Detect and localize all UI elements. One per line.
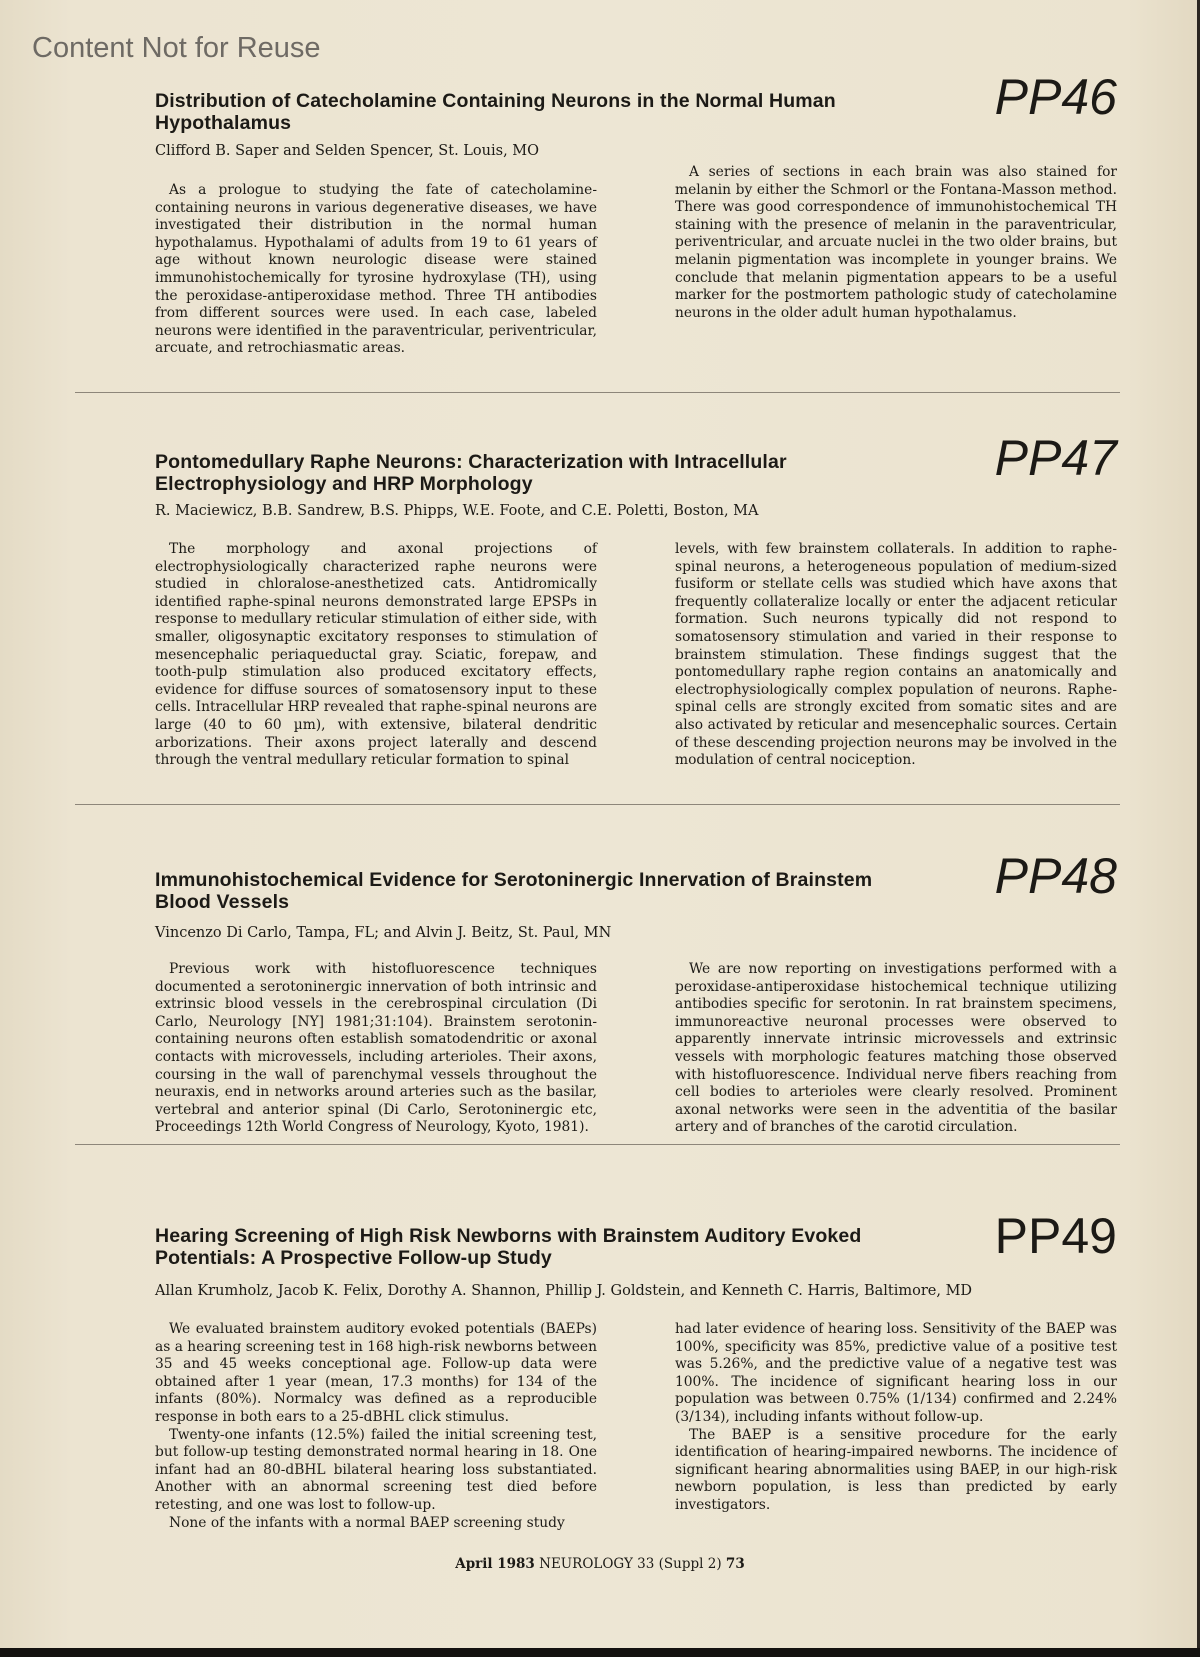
paragraph: Twenty-one infants (12.5%) failed the initial screening test, but follow-up testing demonstrated normal hearing in 18. One infant had an 80-dBHL bilateral hearing loss substantiated. Another with an abnormal screening test died before retesting, and one was lost to follow-up. [155, 1426, 597, 1513]
section-divider [75, 1144, 1120, 1145]
abstract-body [155, 541, 1117, 770]
abstract-body [155, 1321, 1117, 1532]
paragraph: levels, with few brainstem collaterals. In addition to raphe-spinal neurons, a heterogeneous population of medium-sized fusiform or stellate cells was studied which have axons that frequently collateralize locally or enter the adjacent reticular formation. Such neurons typically did not respond to somatosensory stimulation and varied in their response to brainstem stimulation. These findings suggest that the pontomedullary raphe region contains an anatomically and electrophysiologically complex population of neurons. Raphe-spinal cells are strongly excited from somatic sites and are also activated by reticular and mesencephalic sources. Certain of these descending projection neurons may be involved in the modulation of central nociception. [675, 541, 1117, 769]
page-number: 73 [725, 1556, 745, 1572]
footer-journal: NEUROLOGY 33 (Suppl 2) [539, 1556, 722, 1572]
paragraph: None of the infants with a normal BAEP screening study [169, 1514, 565, 1531]
abstract-title: Distribution of Catecholamine Containing Neurons in the Normal Human Hypothalamus [155, 90, 836, 134]
paragraph: Previous work with histofluorescence techniques documented a serotoninergic innervation of both intrinsic and extrinsic blood vessels in the cerebrospinal circulation (Di Carlo, Neurology [NY] 1981;31:104). Brainstem serotonin-containing neurons often establish somatodendritic or axonal contacts with microvessels, including arterioles. Their axons, coursing in the wall of parenchymal vessels throughout the neuraxis, end in networks around arteries such as the basilar, vertebral and anterior spinal (Di Carlo, Serotoninergic etc, Proceedings 12th World Congress of Neurology, Kyoto, 1981). [155, 961, 597, 1136]
abstract-title: Hearing Screening of High Risk Newborns with Brainstem Auditory Evoked Potentials: A Prospective Follow-up Study [155, 1225, 862, 1269]
abstract-pp46 [155, 69, 1117, 357]
abstract-body [155, 164, 1117, 358]
right-column [675, 164, 1117, 358]
abstract-code: PP46 [994, 69, 1117, 125]
abstract-authors: Allan Krumholz, Jacob K. Felix, Dorothy A. Shannon, Phillip J. Goldstein, and Kenneth C. Harris, Baltimore, MD [155, 1283, 973, 1299]
abstract-authors: R. Maciewicz, B.B. Sandrew, B.S. Phipps, W.E. Foote, and C.E. Poletti, Boston, MA [155, 503, 759, 519]
paragraph: The BAEP is a sensitive procedure for the early identification of hearing-impaired newborns. The incidence of significant hearing abnormalities using BAEP, in our high-risk newborn population, is less than predicted by early investigators. [675, 1426, 1117, 1513]
paragraph: We are now reporting on investigations performed with a peroxidase-antiperoxidase histochemical technique utilizing antibodies specific for serotonin. In rat brainstem specimens, immunoreactive neuronal processes were observed to apparently innervate intrinsic microvessels and extrinsic vessels with morphologic features matching those observed with histofluorescence. Individual nerve fibers reaching from cell bodies to arterioles were clearly resolved. Prominent axonal networks were seen in the adventitia of the basilar artery and of branches of the carotid circulation. [675, 961, 1117, 1136]
section-divider [75, 804, 1120, 805]
abstract-code: PP49 [994, 1208, 1117, 1264]
paragraph: The morphology and axonal projections of electrophysiologically characterized raphe neurons were studied in chloralose-anesthetized cats. Antidromically identified raphe-spinal neurons demonstrated large EPSPs in response to medullary reticular stimulation of either side, with smaller, oligosynaptic excitatory responses to stimulation of mesencephalic periaqueductal gray. Sciatic, forepaw, and tooth-pulp stimulation also produced excitatory effects, evidence for diffuse sources of somatosensory input to these cells. Intracellular HRP revealed that raphe-spinal neurons are large (40 to 60 µm), with extensive, bilateral dendritic arborizations. Their axons project laterally and descend through the ventral medullary reticular formation to spinal [155, 541, 597, 769]
paragraph: A series of sections in each brain was also stained for melanin by either the Schmorl or the Fontana-Masson method. There was good correspondence of immunohistochemical TH staining with the presence of melanin in the paraventricular, periventricular, and arcuate nuclei in the two older brains, but melanin pigmentation was incomplete in younger brains. We conclude that melanin pigmentation appears to be a useful marker for the postmortem pathologic study of catecholamine neurons in the older adult human hypothalamus. [675, 164, 1117, 321]
abstract-title: Pontomedullary Raphe Neurons: Characterization with Intracellular Electrophysiology and HRP Morphology [155, 451, 787, 495]
abstract-authors: Clifford B. Saper and Selden Spencer, St. Louis, MO [155, 143, 540, 159]
left-column [155, 1321, 597, 1532]
watermark: Content Not for Reuse [32, 32, 321, 64]
abstract-authors: Vincenzo Di Carlo, Tampa, FL; and Alvin J. Beitz, St. Paul, MN [155, 925, 612, 941]
abstract-title: Immunohistochemical Evidence for Serotoninergic Innervation of Brainstem Blood Vessels [155, 869, 873, 913]
page-bottom-edge [0, 1648, 1200, 1657]
paragraph: had later evidence of hearing loss. Sensitivity of the BAEP was 100%, specificity was 85%, predictive value of a positive test was 5.26%, and the predictive value of a negative test was 100%. The incidence of significant hearing loss in our population was between 0.75% (1/134) confirmed and 2.24% (3/134), including infants without follow-up. [675, 1321, 1117, 1425]
section-divider [75, 392, 1120, 393]
paragraph: As a prologue to studying the fate of catecholamine-containing neurons in various degenerative diseases, we have investigated their distribution in the normal human hypothalamus. Hypothalami of adults from 19 to 61 years of age without known neurologic disease were stained immunohistochemically for tyrosine hydroxylase (TH), using the peroxidase-antiperoxidase method. Three TH antibodies from different sources were used. In each case, labeled neurons were identified in the paraventricular, periventricular, arcuate, and retrochiasmatic areas. [155, 182, 597, 357]
abstract-pp47 [155, 430, 1117, 769]
abstract-pp49 [155, 1208, 1117, 1531]
footer-date: April 1983 [455, 1556, 535, 1572]
right-column [675, 961, 1117, 1137]
right-column [675, 541, 1117, 770]
left-column [155, 182, 597, 358]
paragraph: We evaluated brainstem auditory evoked potentials (BAEPs) as a hearing screening test in 168 high-risk newborns between 35 and 45 weeks conceptional age. Follow-up data were obtained after 1 year (mean, 17.3 months) for 134 of the infants (80%). Normalcy was defined as a reproducible response in both ears to a 25-dBHL click stimulus. [155, 1321, 597, 1425]
left-column [155, 541, 597, 770]
abstract-body [155, 961, 1117, 1137]
abstract-pp48 [155, 848, 1117, 1136]
left-column [155, 961, 597, 1137]
abstract-code: PP48 [994, 848, 1117, 904]
page-footer [0, 1556, 1200, 1572]
abstract-code: PP47 [994, 430, 1117, 486]
right-column [675, 1321, 1117, 1532]
